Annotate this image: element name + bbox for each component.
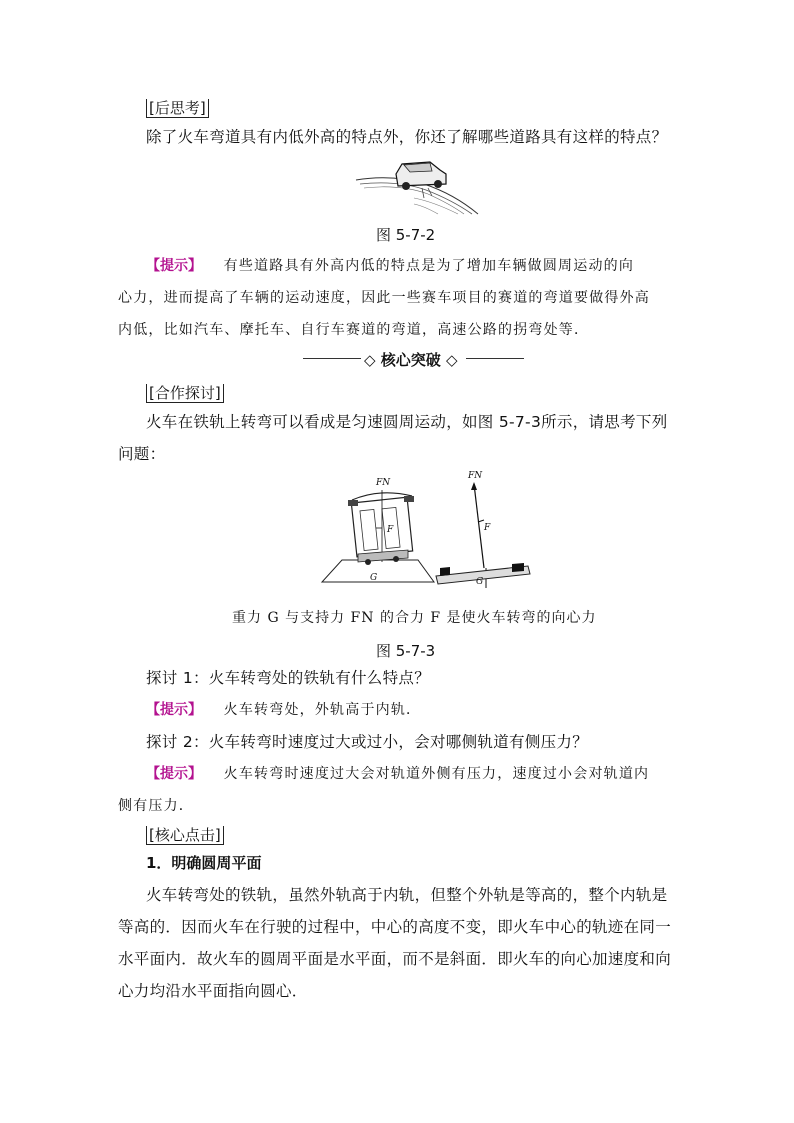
label-g-right: G — [476, 577, 484, 587]
hint-line-1 — [146, 250, 634, 282]
train-turn-force-figure — [318, 470, 588, 590]
hint-tag: 【提示】 — [146, 258, 202, 274]
hint-tag: 【提示】 — [146, 766, 202, 782]
label-f-right: F — [484, 523, 491, 533]
figure-caption-5-7-2: 图 5-7-2 — [376, 226, 436, 244]
label-g-left: G — [370, 573, 378, 583]
figure-description: 重力 G 与支持力 FN 的合力 F 是使火车转弯的向心力 — [232, 610, 597, 626]
divider-line-right — [466, 358, 524, 359]
hint-tag: 【提示】 — [146, 702, 202, 718]
hint-line-3: 内低，比如汽车、摩托车、自行车赛道的弯道，高速公路的拐弯处等． — [118, 322, 590, 338]
label-fn-right: FN — [468, 471, 483, 481]
hint-text: 有些道路具有外高内低的特点是为了增加车辆做圆周运动的向 — [223, 258, 635, 274]
core-line-3: 水平面内．故火车的圆周平面是水平面，而不是斜面．即火车的向心加速度和向 — [118, 950, 672, 968]
section-divider-title: ◇ 核心突破 ◇ — [364, 351, 458, 369]
label-fn-left: FN — [376, 478, 391, 488]
discussion-question-2: 探讨 2：火车转弯时速度过大或过小，会对哪侧轨道有侧压力？ — [146, 733, 588, 751]
discussion-question-1: 探讨 1：火车转弯处的铁轨有什么特点？ — [146, 669, 430, 687]
core-heading: 1．明确圆周平面 — [146, 854, 262, 872]
hint-line-2: 心力，进而提高了车辆的运动速度，因此一些赛车项目的赛道的弯道要做得外高 — [118, 290, 650, 306]
figure-caption-5-7-3: 图 5-7-3 — [376, 642, 436, 660]
core-line-4: 心力均沿水平面指向圆心． — [118, 982, 308, 1000]
section-label-hou-sikao: [后思考] — [146, 99, 209, 118]
intro-line-1: 火车在铁轨上转弯可以看成是匀速圆周运动，如图 5-7-3所示，请思考下列 — [146, 413, 668, 431]
intro-line-2: 问题： — [118, 445, 166, 463]
core-line-1: 火车转弯处的铁轨，虽然外轨高于内轨，但整个外轨是等高的，整个内轨是 — [146, 886, 668, 904]
divider-line-left — [303, 358, 361, 359]
question-text: 除了火车弯道具有内低外高的特点外，你还了解哪些道路具有这样的特点？ — [146, 128, 668, 146]
section-label-hezuo-tantao: [合作探讨] — [146, 384, 224, 403]
discussion-hint-1 — [146, 694, 421, 726]
section-label-hexin-dianji: [核心点击] — [146, 826, 224, 845]
label-f-left: F — [387, 525, 394, 535]
hint-text: 火车转弯时速度过大会对轨道外侧有压力，速度过小会对轨道内 — [223, 766, 650, 782]
discussion-hint-2-line-1 — [146, 758, 649, 790]
discussion-hint-2-line-2: 侧有压力． — [118, 798, 194, 814]
car-on-curve-figure — [354, 154, 480, 216]
hint-text: 火车转弯处，外轨高于内轨． — [223, 702, 422, 718]
core-line-2: 等高的．因而火车在行驶的过程中，中心的高度不变，即火车中心的轨迹在同一 — [118, 918, 672, 936]
